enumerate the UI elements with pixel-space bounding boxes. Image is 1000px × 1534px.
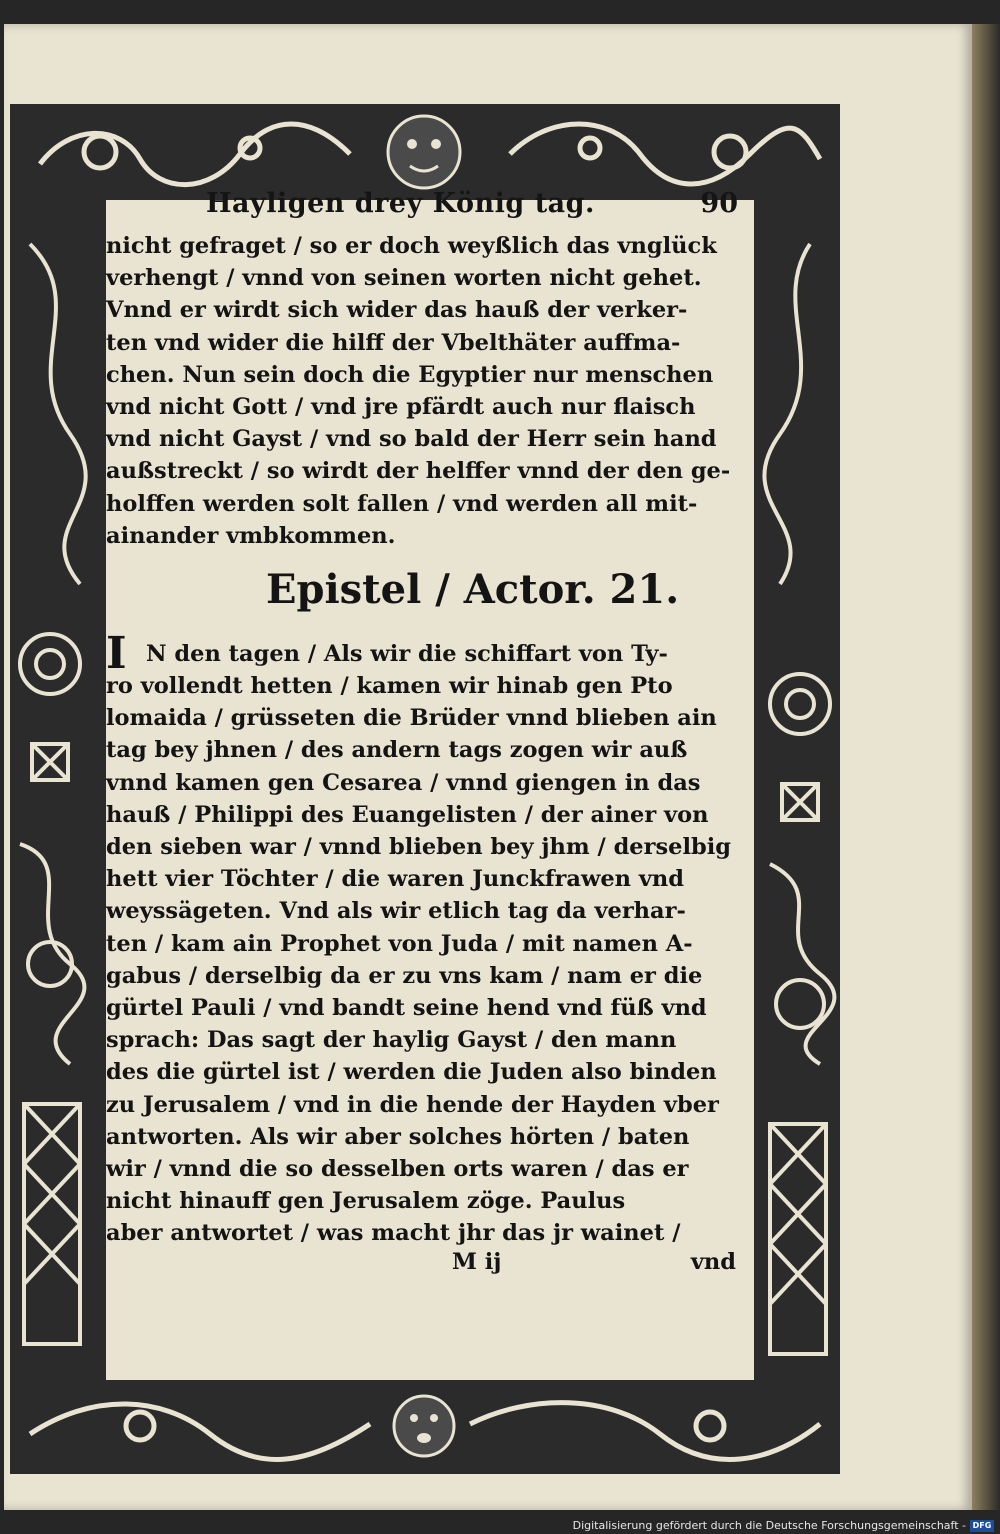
text-line: gabus / derselbig da er zu vns kam / nam er die — [106, 962, 703, 989]
text-line: Vnnd er wirdt sich wider das hauß der verker- — [106, 297, 688, 324]
page-number: 90 — [700, 188, 738, 219]
text-line: hauß / Philippi des Euangelisten / der ainer von — [106, 801, 709, 828]
text-line: sprach: Das sagt der haylig Gayst / den mann — [106, 1027, 677, 1054]
text-line: vnnd kamen gen Cesarea / vnnd giengen in das — [106, 769, 701, 796]
lion-mask — [388, 116, 460, 188]
text-line: antworten. Als wir aber solches hörten / baten — [106, 1123, 690, 1150]
text-line: holffen werden solt fallen / vnd werden all mit- — [106, 490, 698, 517]
dfg-logo: DFG — [970, 1520, 994, 1532]
text-line: vnd nicht Gayst / vnd so bald der Herr sein hand — [106, 426, 717, 453]
page-footer — [106, 1249, 750, 1283]
text-line: aber antwortet / was macht jhr das jr wainet / — [106, 1220, 681, 1247]
signature-mark: M ij — [452, 1249, 502, 1276]
text-line: wir / vnnd die so desselben orts waren / das er — [106, 1155, 689, 1182]
heading-row — [106, 552, 750, 638]
text-line: nicht hinauff gen Jerusalem zöge. Paulus — [106, 1188, 626, 1215]
text-line: des die gürtel ist / werden die Juden also binden — [106, 1059, 717, 1086]
section-heading: Epistel / Actor. 21. — [266, 565, 680, 613]
grotesque-mask — [394, 1396, 454, 1456]
text-line: weyssägeten. Vnd als wir etlich tag da verhar- — [106, 898, 686, 925]
text-block — [106, 182, 750, 1283]
text-line: hett vier Töchter / die waren Junckfrawen vnd — [106, 866, 685, 893]
text-line: lomaida / grüsseten die Brüder vnnd blieben ain — [106, 705, 717, 732]
text-line: den sieben war / vnnd blieben bey jhm / derselbig — [106, 834, 732, 860]
text-line: ro vollendt hetten / kamen wir hinab gen Pto — [106, 673, 673, 700]
text-after-heading — [106, 627, 750, 1250]
first-line-text: N den tagen / Als wir die schiffart von Ty- — [146, 640, 668, 667]
first-text-line — [106, 627, 750, 679]
page-header — [106, 182, 750, 230]
catchword: vnd — [690, 1249, 736, 1276]
text-line: außstreckt / so wirdt der helffer vnnd der den ge- — [106, 458, 731, 485]
drop-initial: I — [106, 627, 127, 679]
text-line: nicht gefraget / so er doch weyßlich das vnglück — [106, 233, 717, 259]
text-line: chen. Nun sein doch die Egyptier nur menschen — [106, 361, 714, 388]
page-edge — [972, 24, 1000, 1510]
text-line: ten vnd wider die hilff der Vbelthäter auffma- — [106, 329, 681, 356]
text-line: ainander vmbkommen. — [106, 522, 396, 549]
text-before-heading — [106, 230, 750, 552]
text-line: verhengt / vnnd von seinen worten nicht gehet. — [106, 265, 702, 292]
text-line: zu Jerusalem / vnd in die hende der Hayden vber — [106, 1091, 719, 1118]
funding-credit: Digitalisierung gefördert durch die Deutsche Forschungsgemeinschaft - — [572, 1519, 966, 1532]
running-head: Hayligen drey König tag. — [206, 188, 595, 219]
text-line: gürtel Pauli / vnd bandt seine hend vnd füß vnd — [106, 994, 707, 1021]
text-line: vnd nicht Gott / vnd jre pfärdt auch nur flaisch — [106, 393, 696, 420]
text-line: tag bey jhnen / des andern tags zogen wir auß — [106, 737, 688, 764]
text-line: ten / kam ain Prophet von Juda / mit namen A- — [106, 930, 693, 957]
